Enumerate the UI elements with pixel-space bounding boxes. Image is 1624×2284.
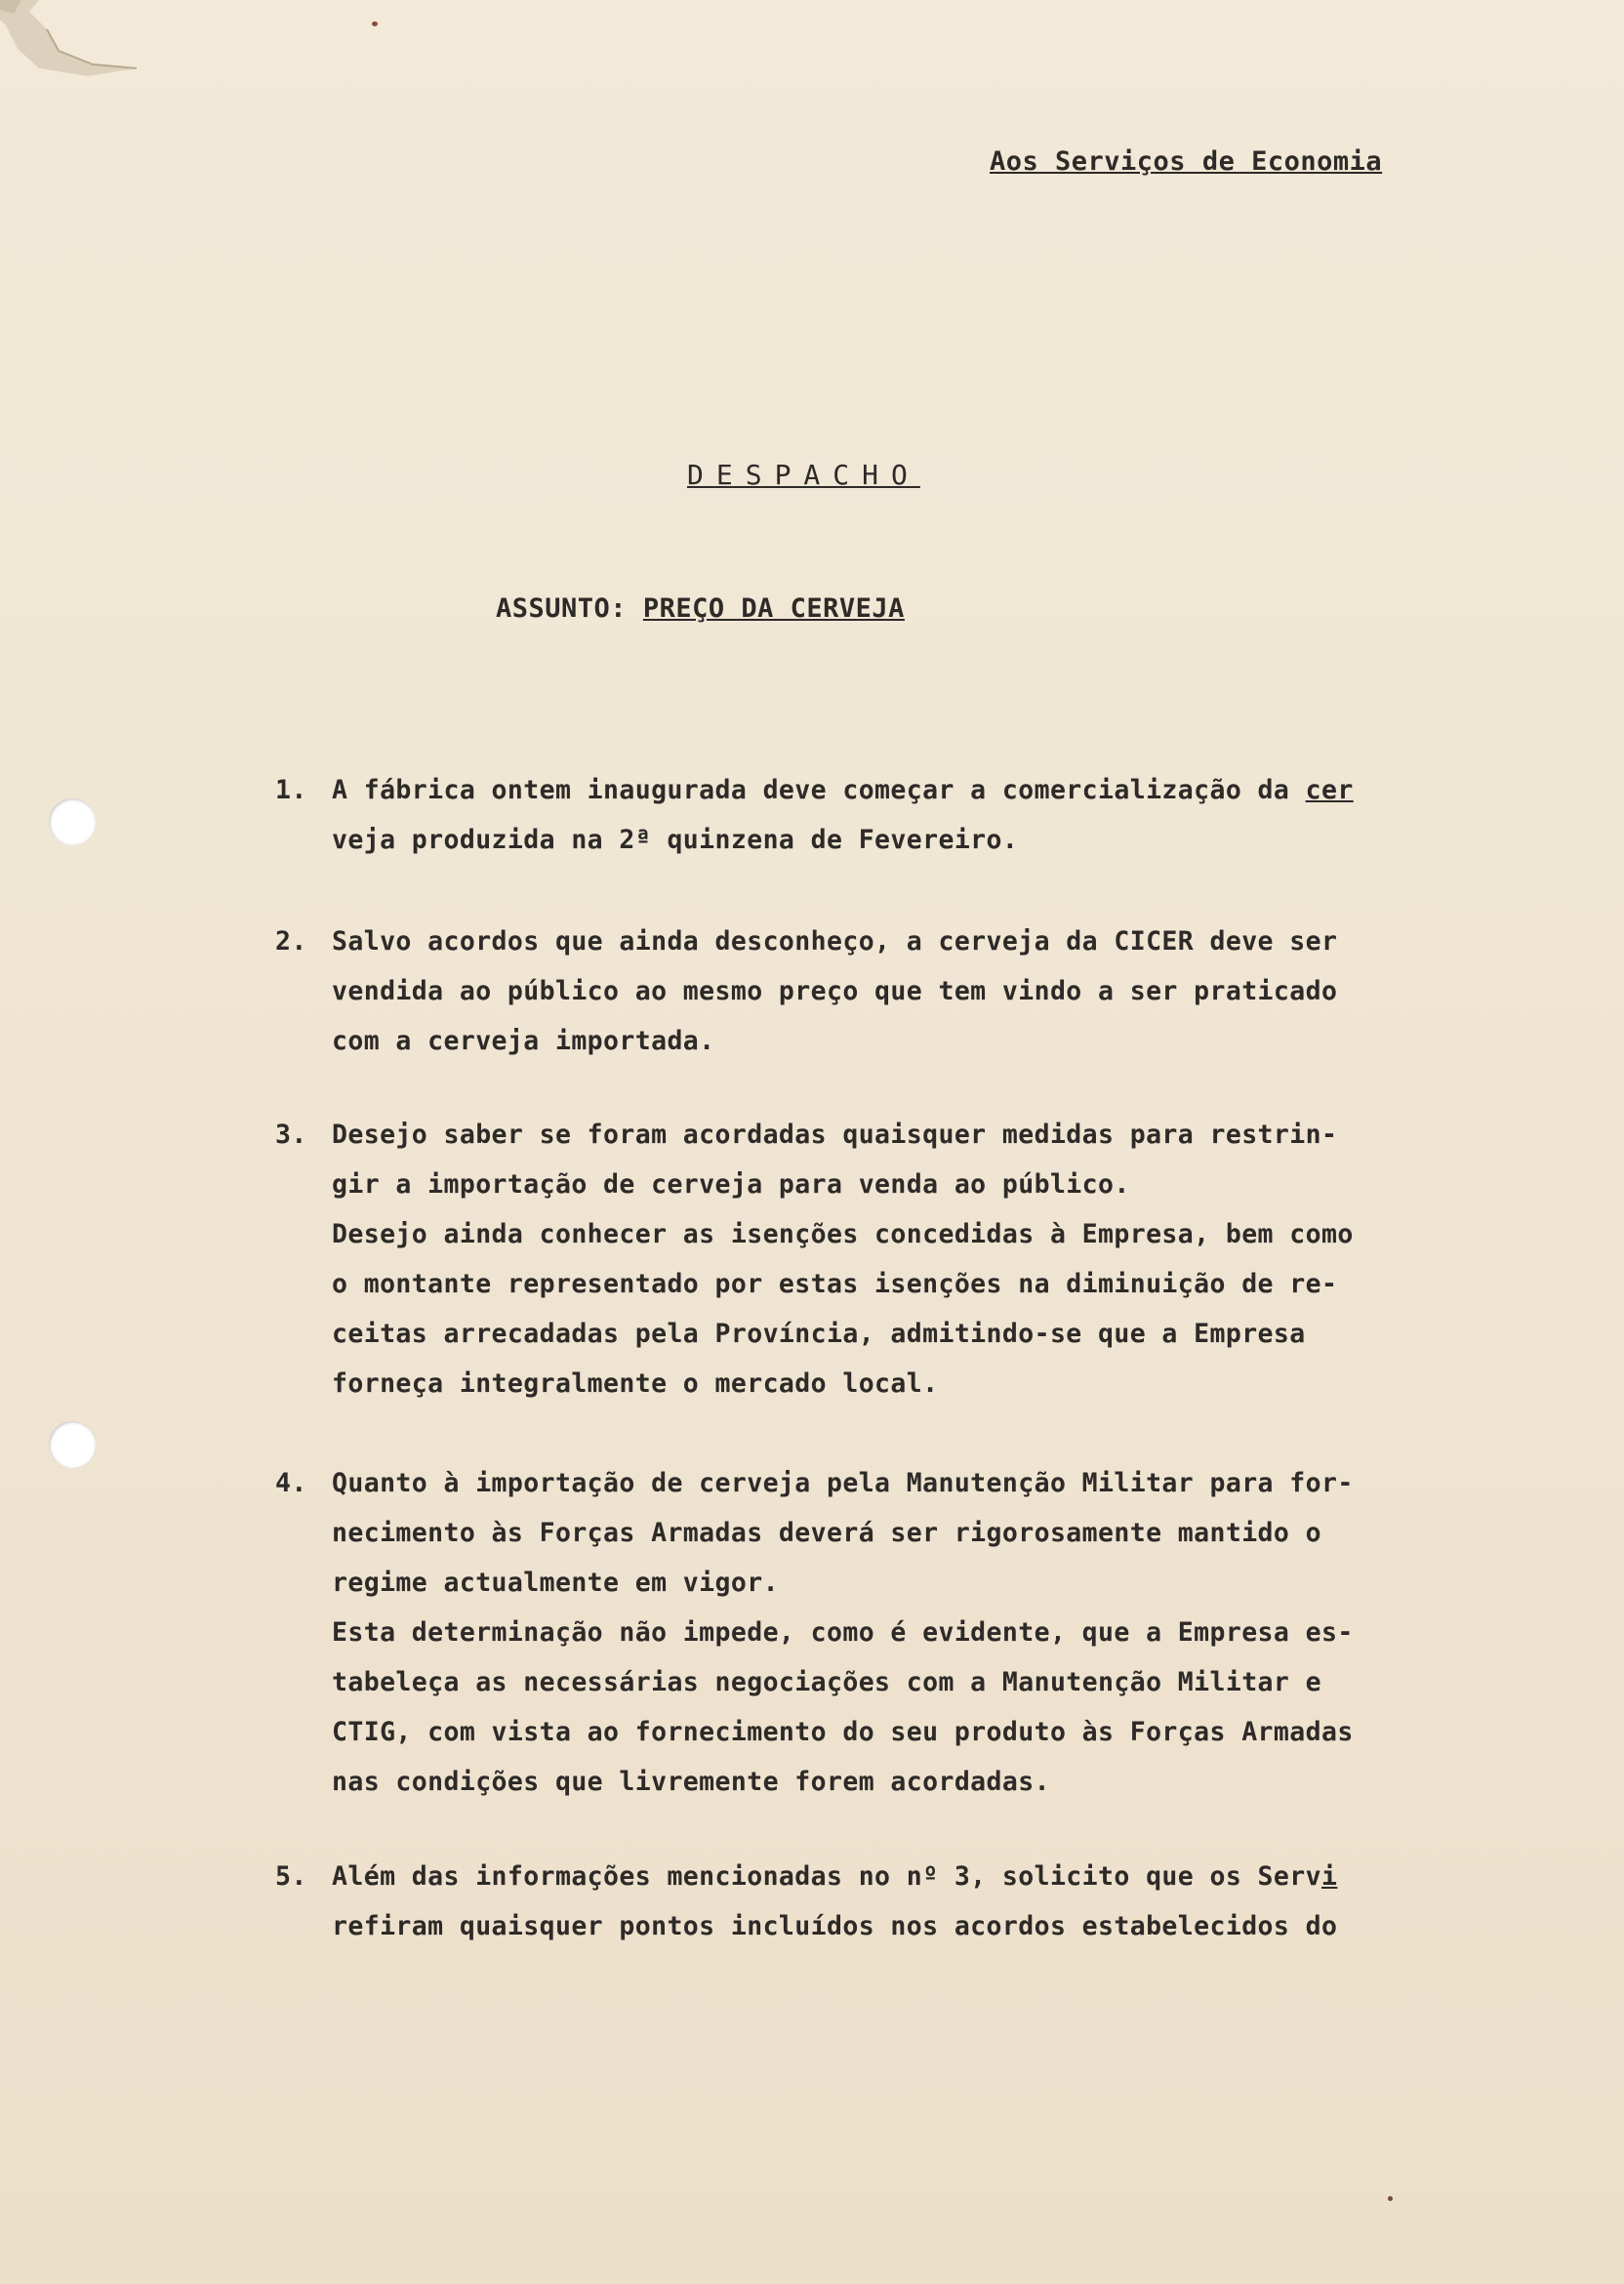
- torn-corner-mark: [0, 0, 146, 88]
- paragraph-line: regime actualmente em vigor.: [332, 1568, 779, 1598]
- underlined-fragment: i: [1320, 1861, 1338, 1892]
- paper-speck: [1388, 2196, 1393, 2201]
- paragraph-number: 3.: [275, 1120, 307, 1150]
- paper-speck: [372, 21, 378, 26]
- numbered-paragraph: [275, 1110, 1482, 1408]
- subject-label: ASSUNTO:: [496, 593, 628, 624]
- paragraph-line: [275, 1110, 1482, 1160]
- paragraph-line: [275, 1458, 1482, 1508]
- paragraph-line: forneça integralmente o mercado local.: [332, 1368, 939, 1399]
- paragraph-line: tabeleça as necessárias negociações com a Manutenção Militar e: [332, 1667, 1321, 1697]
- numbered-paragraph: [275, 917, 1482, 1066]
- paragraph-line: [275, 1852, 1482, 1901]
- numbered-paragraph: [275, 765, 1482, 865]
- paragraph-text: Salvo acordos que ainda desconheço, a cerveja da CICER deve ser: [332, 926, 1338, 957]
- subject-value: PREÇO DA CERVEJA: [642, 593, 905, 624]
- paragraph-line: vendida ao público ao mesmo preço que tem vindo a ser praticado: [332, 976, 1338, 1006]
- paragraph-line: refiram quaisquer pontos incluídos nos acordos estabelecidos do: [332, 1911, 1338, 1941]
- paragraph-line: [275, 917, 1482, 966]
- document-title: DESPACHO: [687, 459, 920, 491]
- paragraph-line: Desejo ainda conhecer as isenções concedidas à Empresa, bem como: [332, 1219, 1354, 1249]
- paragraph-number: 1.: [275, 775, 307, 805]
- underlined-fragment: cer: [1305, 775, 1354, 805]
- paragraph-line: veja produzida na 2ª quinzena de Fevereiro.: [332, 825, 1019, 855]
- paragraph-text: A fábrica ontem inaugurada deve começar a comercialização da: [332, 775, 1306, 805]
- paragraph-line: Esta determinação não impede, como é evidente, que a Empresa es-: [332, 1617, 1354, 1648]
- paragraph-line: gir a importação de cerveja para venda ao público.: [332, 1169, 1130, 1200]
- paragraph-number: 5.: [275, 1861, 307, 1892]
- paragraph-line: nas condições que livremente forem acordadas.: [332, 1767, 1050, 1797]
- punch-hole: [49, 798, 96, 845]
- paragraph-line: [275, 765, 1482, 815]
- paragraph-text: Quanto à importação de cerveja pela Manutenção Militar para for-: [332, 1468, 1354, 1498]
- paragraph-text: Além das informações mencionadas no nº 3, solicito que os Serv: [332, 1861, 1321, 1892]
- subject-line: [496, 593, 905, 624]
- addressee-line: Aos Serviços de Economia: [990, 146, 1383, 177]
- paragraph-line: com a cerveja importada.: [332, 1026, 715, 1056]
- paragraph-line: o montante representado por estas isenções na diminuição de re-: [332, 1269, 1338, 1299]
- paragraph-line: CTIG, com vista ao fornecimento do seu produto às Forças Armadas: [332, 1717, 1354, 1747]
- paragraph-number: 4.: [275, 1468, 307, 1498]
- numbered-paragraph: [275, 1852, 1482, 1951]
- numbered-paragraph: [275, 1458, 1482, 1807]
- paragraph-text: Desejo saber se foram acordadas quaisquer medidas para restrin-: [332, 1120, 1338, 1150]
- paragraph-line: ceitas arrecadadas pela Província, admitindo-se que a Empresa: [332, 1319, 1306, 1349]
- paragraph-line: necimento às Forças Armadas deverá ser rigorosamente mantido o: [332, 1518, 1321, 1548]
- punch-hole: [49, 1421, 96, 1468]
- paragraph-number: 2.: [275, 926, 307, 957]
